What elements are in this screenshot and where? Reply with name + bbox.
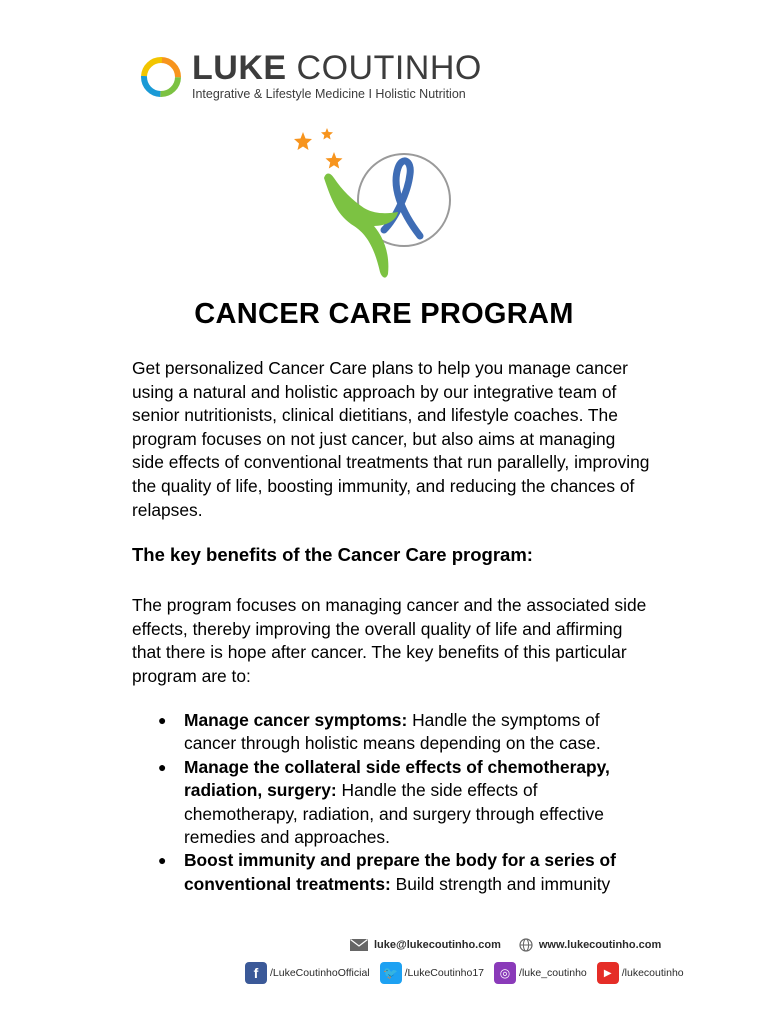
- list-item: [132, 849, 652, 896]
- facebook-icon: f: [245, 962, 267, 984]
- list-item: [132, 709, 652, 756]
- cancer-care-emblem-icon: [288, 122, 468, 284]
- email-link[interactable]: luke@lukecoutinho.com: [374, 939, 501, 951]
- bullet-icon: ●: [158, 852, 167, 869]
- benefit-title: Manage the collateral side effects of chemotherapy, radiation, surgery:: [184, 756, 610, 801]
- social-row: [245, 962, 694, 984]
- globe-icon: [519, 938, 533, 952]
- facebook-handle: /LukeCoutinhoOfficial: [270, 967, 370, 979]
- star-icon: [326, 152, 343, 169]
- benefits-intro-paragraph: The program focuses on managing cancer and the associated side effects, thereby improving the overall quality of life and affirming that there is hope after cancer. The key benefits of this particular program are to:: [132, 595, 647, 686]
- benefits-list: [132, 709, 652, 896]
- intro-paragraph: Get personalized Cancer Care plans to help you manage cancer using a natural and holistic approach by our integrative team of senior nutritionists, clinical dietitians, and lifestyle coaches. The program focuses on not just cancer, but also aims at managing side effects of conventional treatments that run parallelly, improving the quality of life, boosting immunity, and reducing the chances of relapses.: [132, 358, 650, 520]
- social-facebook[interactable]: [245, 962, 370, 984]
- benefit-text: Handle the side effects of chemotherapy, radiation, and surgery through effective remedies and approaches.: [184, 780, 604, 848]
- list-item: [132, 756, 652, 850]
- brand-logo-icon: [138, 54, 184, 100]
- page-title: CANCER CARE PROGRAM: [194, 298, 574, 330]
- benefit-title: Manage cancer symptoms:: [184, 710, 408, 730]
- brand-header: [138, 50, 482, 101]
- brand-tagline: Integrative & Lifestyle Medicine I Holistic Nutrition: [192, 87, 466, 101]
- benefits-heading: The key benefits of the Cancer Care program:: [132, 544, 533, 565]
- star-icon: [294, 132, 312, 150]
- bullet-icon: ●: [158, 758, 167, 775]
- youtube-icon: ▶: [597, 962, 619, 984]
- social-youtube[interactable]: [597, 962, 684, 984]
- brand-name-bold: LUKE: [192, 49, 287, 87]
- social-instagram[interactable]: [494, 962, 587, 984]
- twitter-icon: 🐦: [380, 962, 402, 984]
- star-icon: [321, 128, 333, 140]
- email-icon: [350, 939, 368, 951]
- contact-footer: [240, 926, 768, 1024]
- brand-name: [192, 50, 482, 86]
- twitter-handle: /LukeCoutinho17: [404, 967, 485, 979]
- benefit-text: Build strength and immunity: [390, 873, 611, 894]
- website-link[interactable]: www.lukecoutinho.com: [538, 939, 662, 951]
- bullet-icon: ●: [158, 712, 167, 728]
- instagram-icon: ◎: [494, 962, 516, 984]
- instagram-handle: /luke_coutinho: [519, 967, 587, 979]
- benefit-title: Boost immunity and prepare the body for a series of conventional treatments:: [184, 850, 616, 894]
- brand-name-rest: COUTINHO: [296, 49, 482, 87]
- contact-row: [350, 938, 661, 952]
- social-twitter[interactable]: [380, 962, 484, 984]
- benefit-text: Handle the symptoms of cancer through holistic means depending on the case.: [184, 710, 601, 754]
- youtube-handle: /lukecoutinho: [621, 967, 684, 979]
